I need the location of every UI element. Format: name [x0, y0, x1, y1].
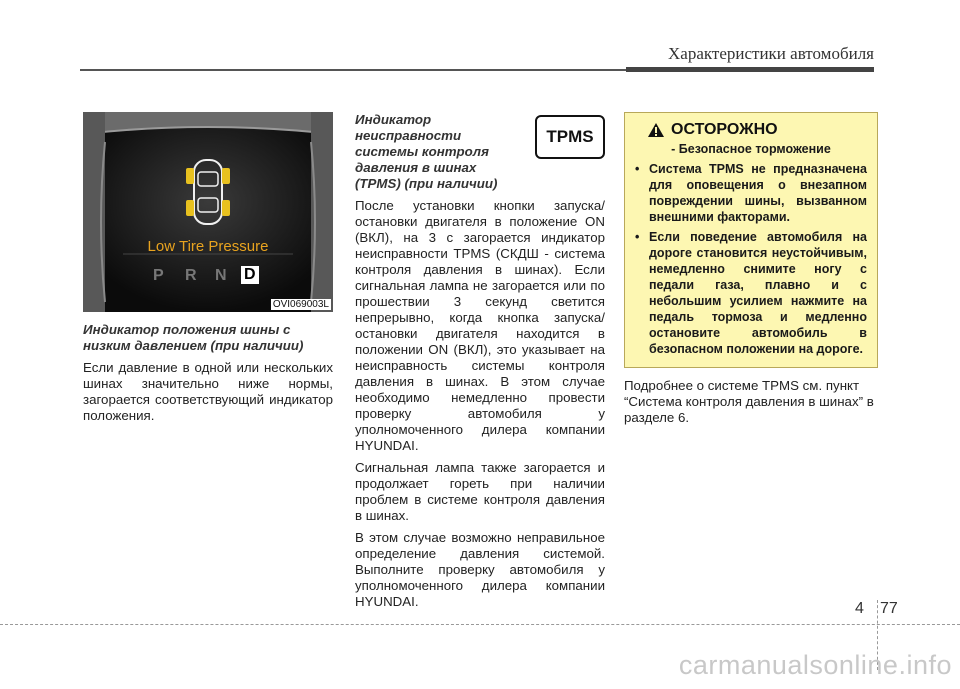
column-middle	[355, 112, 605, 610]
gear-n: N	[215, 267, 227, 284]
caption-tpms-malfunction: Индикатор неисправности системы контроля давления в шинах (TPMS) (при наличии)	[355, 112, 498, 191]
column-left	[83, 112, 333, 424]
warning-triangle-icon	[647, 122, 665, 138]
column-right	[624, 112, 878, 426]
gear-indicator	[153, 265, 313, 287]
page-number: 77	[880, 600, 898, 617]
gear-d-active: D	[241, 266, 259, 284]
tpms-icon: TPMS	[535, 115, 605, 159]
warning-item: • Система TPMS не предназначена для оповещения о внезапном повреждении шины, вызванном внешними факторами.	[635, 161, 867, 225]
text-tpms-reference: Подробнее о системе TPMS см. пункт “Система контроля давления в шинах” в разделе 6.	[624, 378, 874, 425]
gear-r: R	[185, 267, 197, 284]
text-tire-position-indicator: Если давление в одной или нескольких шинах значительно ниже нормы, загорается соответствующий индикатор положения.	[83, 360, 333, 423]
page-header-title: Характеристики автомобиля	[668, 44, 874, 63]
warning-title	[647, 121, 867, 139]
footer-rule	[0, 624, 960, 625]
figure-code: OVI069003L	[272, 299, 329, 310]
header-rule-accent	[626, 67, 874, 72]
caption-tire-position-indicator: Индикатор положения шины с низким давлением (при наличии)	[83, 322, 304, 353]
warning-item: • Если поведение автомобиля на дороге становится неустойчивым, немедленно снимите ногу с педали газа, плавно и с небольшим усилием нажмите на педаль тормоза и медленно остановите автомобиль в безопасном положении на дороге.	[635, 229, 867, 357]
low-tire-pressure-display: Low Tire Pressure	[147, 238, 269, 255]
warning-box	[624, 112, 878, 368]
warning-subtitle: - Безопасное торможение	[671, 142, 831, 156]
dashboard-figure	[83, 112, 333, 312]
gear-p: P	[153, 267, 164, 284]
watermark: carmanualsonline.info	[678, 650, 952, 680]
text-tpms-p1: После установки кнопки запуска/остановки двигателя в положение ON (ВКЛ), на 3 с загорается индикатор неисправности TPMS (СКДШ - система контроля давления в шинах). Если сигнальная лампа не загорается или по прошествии 3 секунд светится непрерывно, когда кнопка запуска/остановки двигателя находится в положении ON (ВКЛ), это указывает на неисправность системы контроля давления в шинах. В этом случае необходимо немедленно провести проверку автомобиля у уполномоченного дилера компании HYUNDAI.	[355, 198, 605, 453]
chapter-number: 4	[855, 600, 864, 617]
text-tpms-p3: В этом случае возможно неправильное определение давления системой. Выполните проверку автомобиля у уполномоченного дилера компании HYUNDAI.	[355, 530, 605, 609]
warning-title-text: ОСТОРОЖНО	[671, 121, 778, 138]
text-tpms-p2: Сигнальная лампа также загорается и продолжает гореть при наличии проблем в системе контроля давления в шинах.	[355, 460, 605, 523]
